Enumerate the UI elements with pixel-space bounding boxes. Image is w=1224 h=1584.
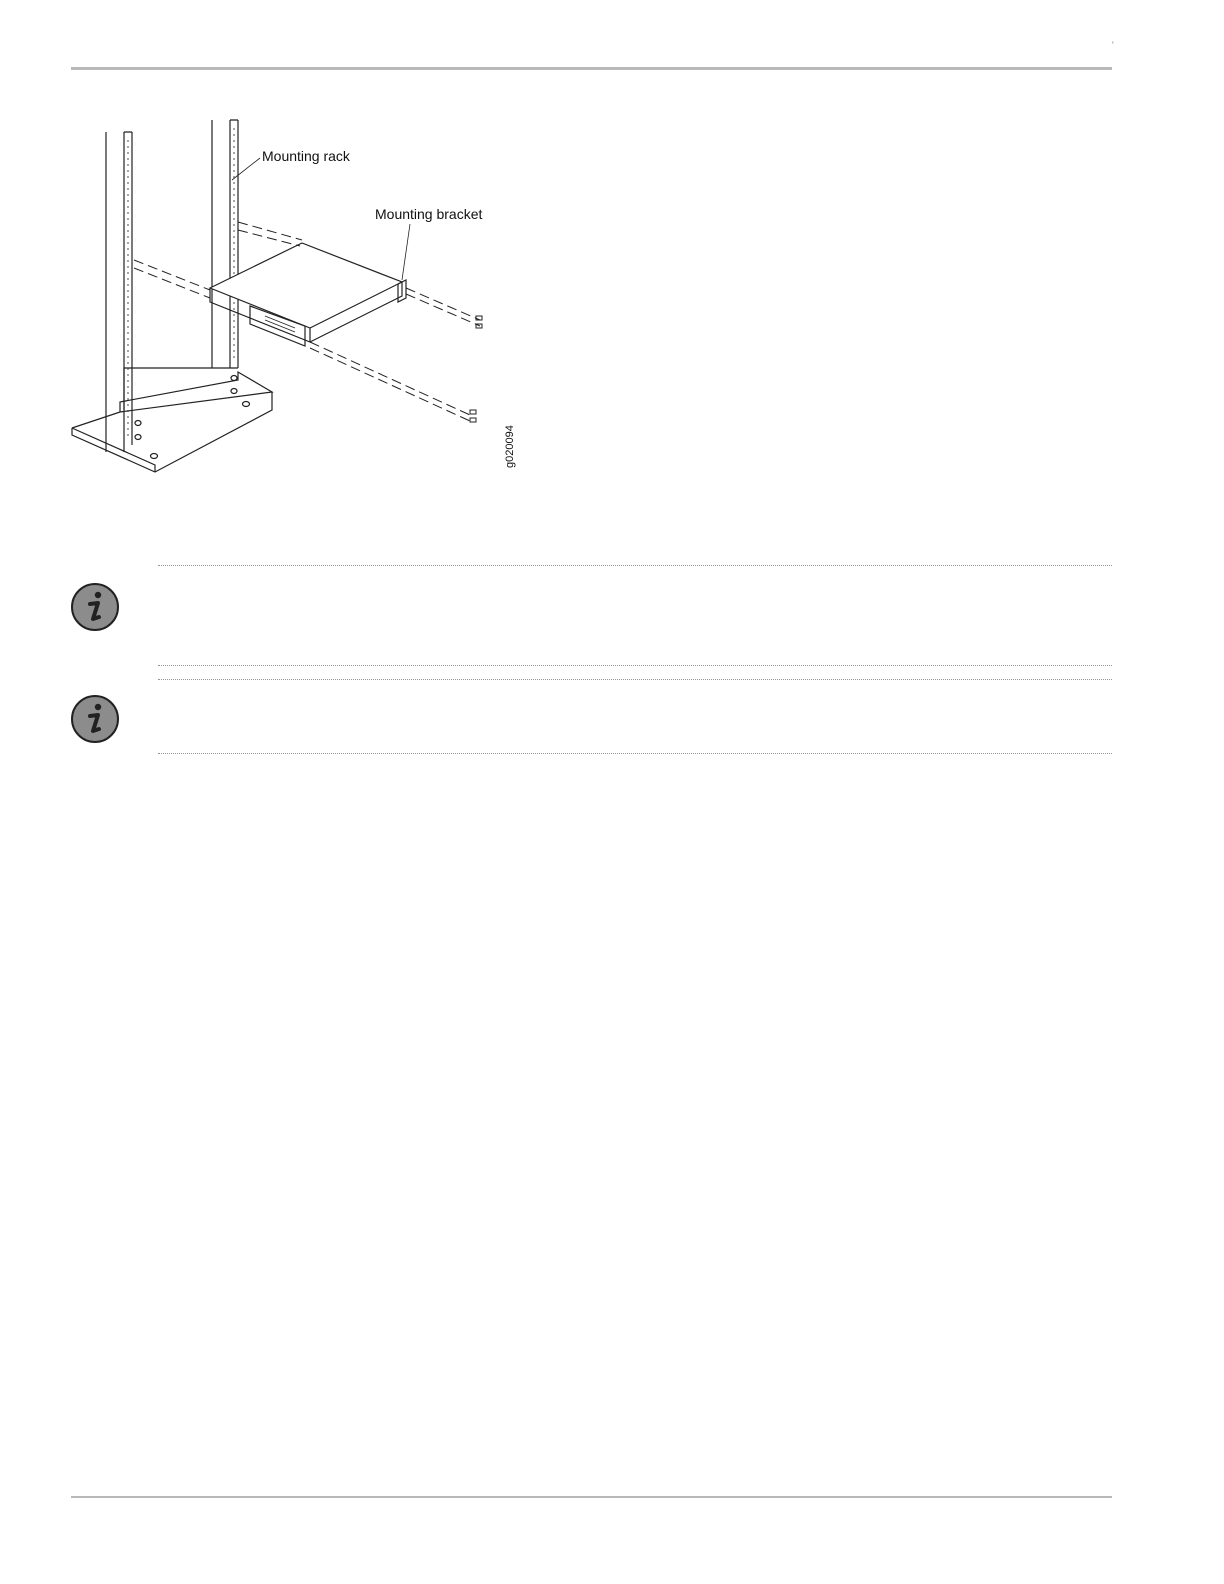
header-corner-mark: ' [1112,40,1114,50]
label-mounting-rack: Mounting rack [262,148,350,164]
footer-rule [71,1496,1112,1498]
note-block [70,565,1112,667]
info-icon [70,582,120,632]
note-block [70,679,1112,755]
note-top-rule [158,679,1112,680]
label-mounting-bracket: Mounting bracket [375,206,483,222]
rack-mount-illustration [60,110,540,490]
note-bottom-rule [158,665,1112,666]
info-icon [70,694,120,744]
rack-mount-figure [60,110,540,490]
header-rule [71,67,1112,70]
figure-id: g020094 [504,425,516,468]
note-bottom-rule [158,753,1112,754]
note-top-rule [158,565,1112,566]
